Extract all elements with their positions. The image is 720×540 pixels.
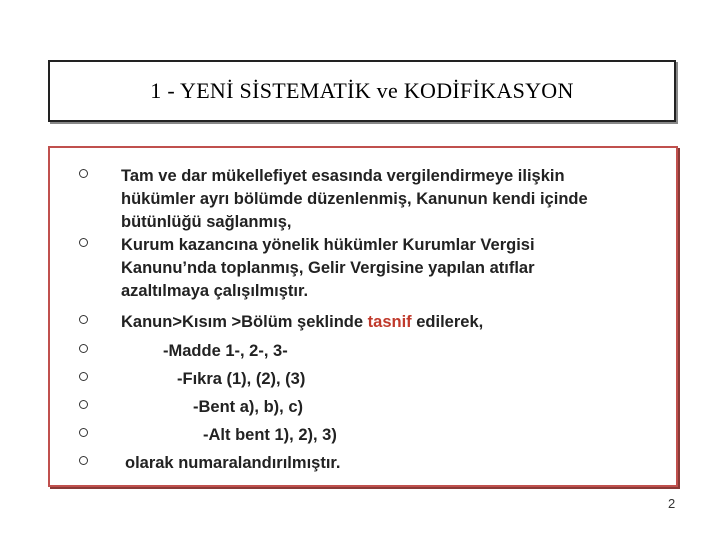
slide-title: 1 - YENİ SİSTEMATİK ve KODİFİKASYON (150, 78, 574, 103)
bullet-icon (79, 428, 88, 437)
list-item-text: -Fıkra (1), (2), (3) (177, 370, 306, 388)
content-box (48, 146, 678, 487)
bullet-icon (79, 315, 88, 324)
bullet-icon (79, 238, 88, 247)
bullet-icon (79, 344, 88, 353)
list-item-text (121, 234, 535, 303)
list-item-text (121, 165, 588, 234)
text-line: Tam ve dar mükellefiyet esasında vergilendirmeye ilişkin (121, 167, 565, 185)
text-segment: Kanun>Kısım >Bölüm şeklinde (121, 313, 368, 331)
bullet-icon (79, 400, 88, 409)
list-item-text (121, 311, 483, 334)
text-line: azaltılmaya çalışılmıştır. (121, 282, 309, 300)
list-item-text: olarak numaralandırılmıştır. (125, 454, 341, 472)
text-line: Kanunu’nda toplanmış, Gelir Vergisine yapılan atıflar (121, 259, 535, 277)
page-number: 2 (668, 496, 676, 511)
list-item-text: -Bent a), b), c) (193, 398, 303, 416)
title-box (48, 60, 676, 122)
bullet-icon (79, 372, 88, 381)
highlight-word: tasnif (367, 313, 412, 331)
bullet-icon (79, 456, 88, 465)
bullet-icon (79, 169, 88, 178)
text-line: Kurum kazancına yönelik hükümler Kurumlar Vergisi (121, 236, 535, 254)
text-line: hükümler ayrı bölümde düzenlenmiş, Kanunun kendi içinde (121, 190, 588, 208)
list-item-text: -Alt bent 1), 2), 3) (203, 426, 337, 444)
text-line: bütünlüğü sağlanmış, (121, 213, 292, 231)
list-item-text: -Madde 1-, 2-, 3- (163, 342, 288, 360)
text-segment: edilerek, (411, 313, 484, 331)
